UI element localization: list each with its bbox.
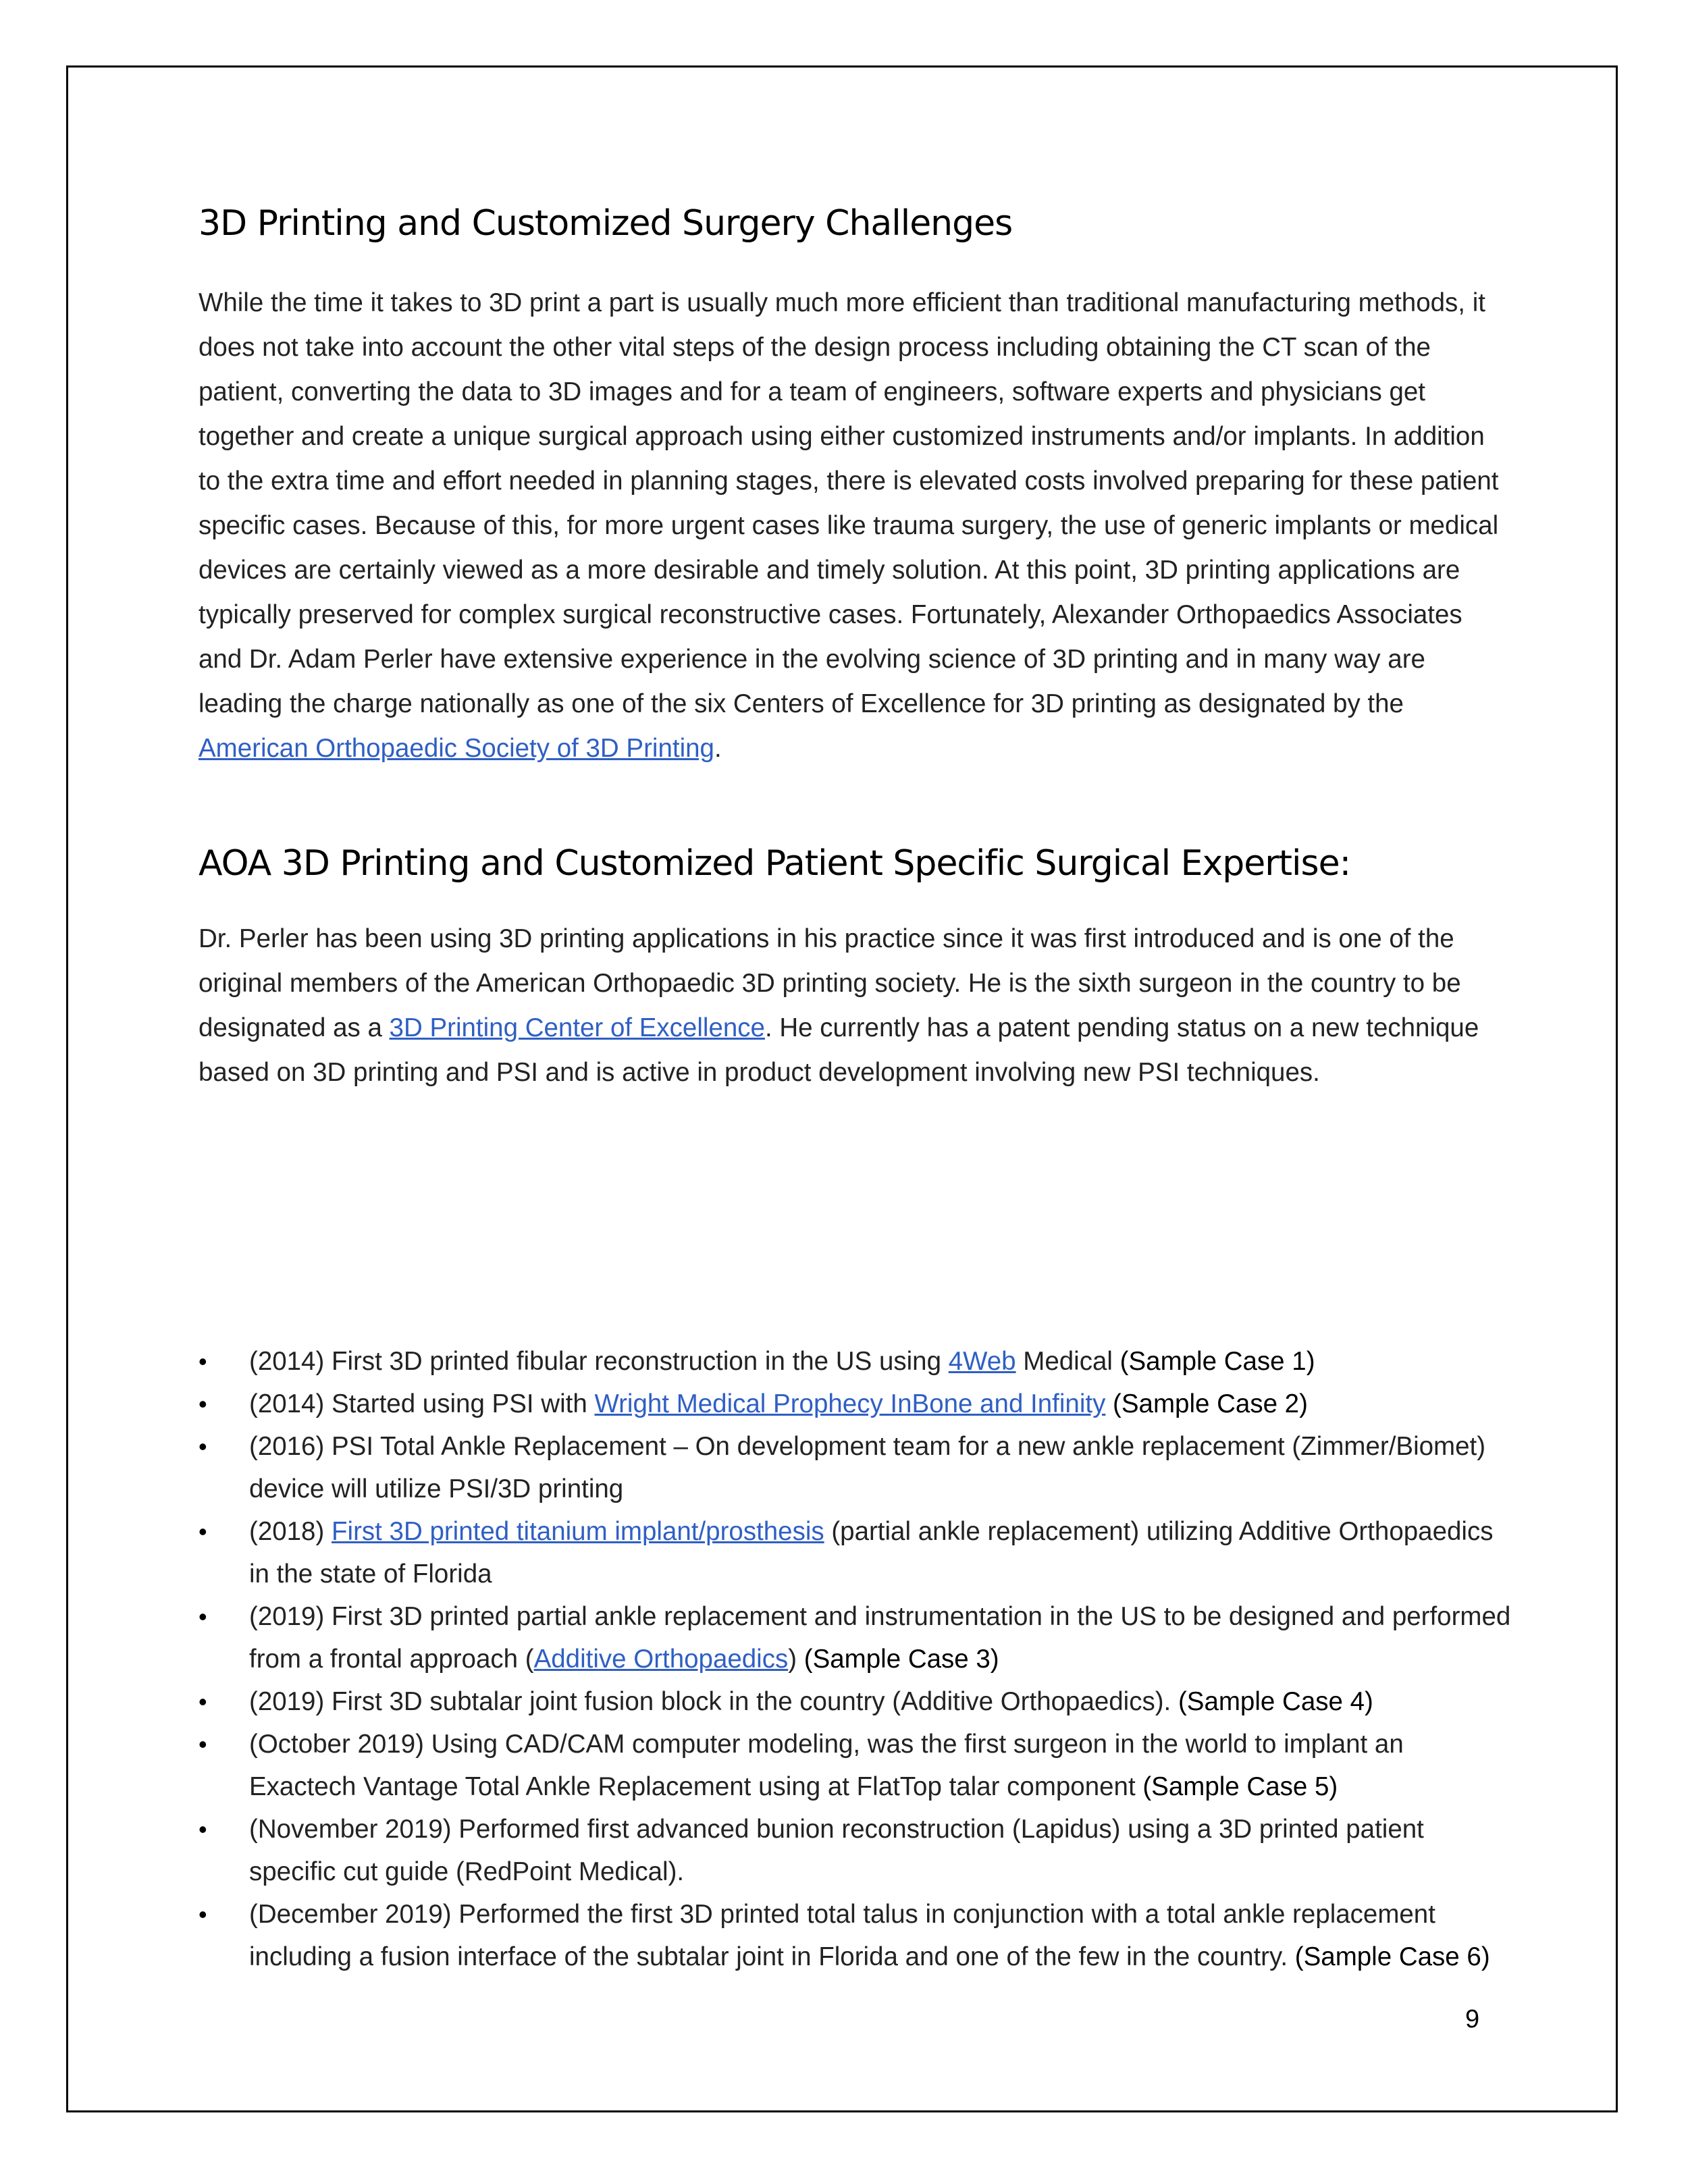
page-number: 9: [1465, 2005, 1480, 2033]
milestone-item: [199, 1595, 1515, 1680]
bullet-icon: •: [199, 1390, 207, 1418]
expertise-text-before: Dr. Perler has been using 3D printing applications in his practice since it was first introduced and is one of the original members of the American Orthopaedic 3D printing society. He is the sixth surgeon in the country to be designated as a: [199, 924, 1461, 1042]
bullet-icon: •: [199, 1688, 207, 1715]
milestone-link[interactable]: 4Web: [948, 1347, 1016, 1376]
milestone-item: [199, 1510, 1515, 1595]
bullet-icon: •: [199, 1433, 207, 1460]
milestone-item: [199, 1425, 1515, 1510]
milestone-text: (2019) First 3D printed partial ankle replacement and instrumentation in the US to be designed and performed from a frontal approach (: [249, 1602, 1511, 1674]
bullet-icon: •: [199, 1348, 207, 1375]
milestone-text: (2014) Started using PSI with: [249, 1389, 595, 1418]
milestone-text-continued: [1105, 1389, 1113, 1418]
milestone-link[interactable]: First 3D printed titanium implant/prosthesis: [332, 1517, 824, 1546]
milestone-link[interactable]: Additive Orthopaedics: [533, 1645, 789, 1674]
milestone-text: (November 2019) Performed first advanced bunion reconstruction (Lapidus) using a 3D printed patient specific cut guide (RedPoint Medical).: [249, 1815, 1424, 1886]
bullet-icon: •: [199, 1518, 207, 1545]
expertise-text-after: . He currently has a patent pending status on a new technique based on 3D printing and PSI and is active in product development involving new PSI techniques.: [199, 1013, 1479, 1087]
milestone-link[interactable]: Wright Medical Prophecy InBone and Infinity: [594, 1389, 1106, 1418]
milestone-item: [199, 1808, 1515, 1893]
milestone-list: [199, 1340, 1515, 1978]
bullet-icon: •: [199, 1815, 207, 1843]
milestone-text: (December 2019) Performed the first 3D printed total talus in conjunction with a total ankle replacement including a fusion interface of the subtalar joint in Florida and one of the few in the country.: [249, 1900, 1435, 1971]
sample-case-label: (Sample Case 3): [803, 1645, 999, 1674]
sample-case-label: (Sample Case 2): [1113, 1389, 1308, 1418]
milestone-text: (2019) First 3D subtalar joint fusion block in the country (Additive Orthopaedics).: [249, 1687, 1178, 1716]
section-heading-expertise: AOA 3D Printing and Customized Patient Specific Surgical Expertise:: [199, 843, 1351, 884]
aos3dp-link[interactable]: American Orthopaedic Society of 3D Printing: [199, 734, 714, 763]
milestone-text-continued: ): [788, 1645, 804, 1674]
center-of-excellence-link[interactable]: 3D Printing Center of Excellence: [389, 1013, 765, 1042]
milestone-text-continued: (partial ankle replacement) utilizing Additive Orthopaedics in the state of Florida: [249, 1517, 1494, 1589]
milestone-text: (2016) PSI Total Ankle Replacement – On development team for a new ankle replacement (Zimmer/Biomet) device will utilize PSI/3D printing: [249, 1432, 1486, 1503]
challenges-text: While the time it takes to 3D print a part is usually much more efficient than traditional manufacturing methods, it does not take into account the other vital steps of the design process including obtaining the CT scan of the patient, converting the data to 3D images and for a team of engineers, software experts and physicians get together and create a unique surgical approach using either customized instruments and/or implants. In addition to the extra time and effort needed in planning stages, there is elevated costs involved preparing for these patient specific cases. Because of this, for more urgent cases like trauma surgery, the use of generic implants or medical devices are certainly viewed as a more desirable and timely solution. At this point, 3D printing applications are typically preserved for complex surgical reconstructive cases. Fortunately, Alexander Orthopaedics Associates and Dr. Adam Perler have extensive experience in the evolving science of 3D printing and in many way are leading the charge nationally as one of the six Centers of Excellence for 3D printing as designated by the: [199, 288, 1499, 718]
milestone-text: (2014) First 3D printed fibular reconstruction in the US using: [249, 1347, 949, 1376]
milestone-text: (October 2019) Using CAD/CAM computer modeling, was the first surgeon in the world to implant an Exactech Vantage Total Ankle Replacement using at FlatTop talar component: [249, 1730, 1404, 1801]
section-heading-challenges: 3D Printing and Customized Surgery Challenges: [199, 203, 1013, 244]
bullet-icon: •: [199, 1730, 207, 1758]
milestone-item: [199, 1680, 1515, 1723]
challenges-end: .: [714, 734, 722, 763]
milestone-text: (2018): [249, 1517, 332, 1546]
milestone-item: [199, 1893, 1515, 1978]
sample-case-label: (Sample Case 4): [1178, 1687, 1373, 1716]
sample-case-label: (Sample Case 5): [1142, 1772, 1338, 1801]
milestone-item: [199, 1723, 1515, 1808]
sample-case-label: (Sample Case 1): [1119, 1347, 1315, 1376]
challenges-paragraph: [199, 281, 1502, 771]
sample-case-label: (Sample Case 6): [1294, 1942, 1490, 1971]
bullet-icon: •: [199, 1603, 207, 1630]
milestone-item: [199, 1383, 1515, 1425]
milestone-text-continued: Medical: [1016, 1347, 1120, 1376]
milestone-item: [199, 1340, 1515, 1383]
expertise-paragraph: [199, 917, 1502, 1095]
bullet-icon: •: [199, 1900, 207, 1928]
